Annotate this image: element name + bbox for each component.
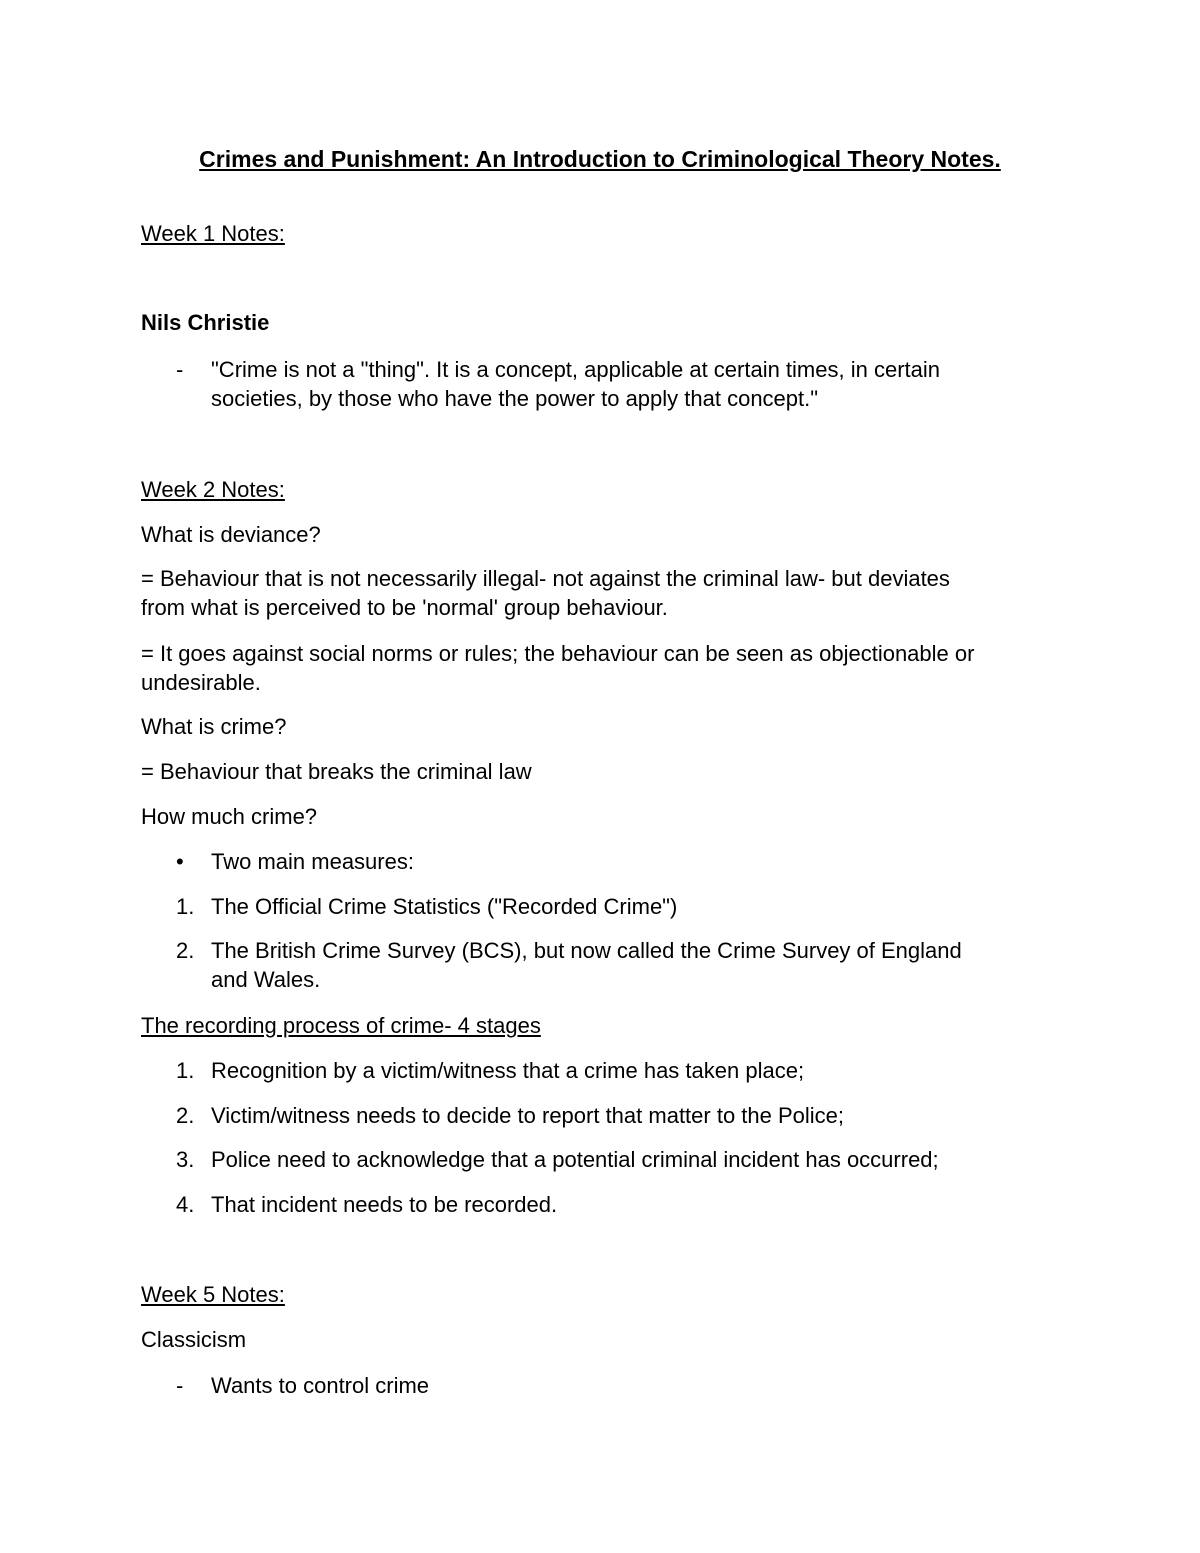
measure-number: 1. bbox=[176, 894, 195, 919]
christie-quote-line1: "Crime is not a "thing". It is a concept, applicable at certain times, in certain bbox=[211, 357, 940, 382]
how-much-crime-question: How much crime? bbox=[141, 804, 318, 829]
stage-number: 4. bbox=[176, 1192, 195, 1217]
measure-item-continued: and Wales. bbox=[211, 967, 321, 992]
deviance-question: What is deviance? bbox=[141, 522, 321, 547]
stage-item: Victim/witness needs to decide to report that matter to the Police; bbox=[211, 1103, 845, 1128]
measure-number: 2. bbox=[176, 938, 195, 963]
document-title: Crimes and Punishment: An Introduction to Criminological Theory Notes. bbox=[199, 146, 1001, 172]
deviance-answer2-line2: undesirable. bbox=[141, 670, 261, 695]
deviance-answer1-line2: from what is perceived to be 'normal' group behaviour. bbox=[141, 595, 668, 620]
stage-number: 3. bbox=[176, 1147, 195, 1172]
deviance-answer2-line1: = It goes against social norms or rules; the behaviour can be seen as objectionable or bbox=[141, 641, 975, 666]
stage-number: 1. bbox=[176, 1058, 195, 1083]
classicism-point: Wants to control crime bbox=[211, 1373, 430, 1398]
stage-item: Police need to acknowledge that a potential criminal incident has occurred; bbox=[211, 1147, 939, 1172]
classicism-heading: Classicism bbox=[141, 1327, 247, 1352]
measure-item: The British Crime Survey (BCS), but now called the Crime Survey of England bbox=[211, 938, 962, 963]
crime-answer: = Behaviour that breaks the criminal law bbox=[141, 759, 532, 784]
stage-item: Recognition by a victim/witness that a crime has taken place; bbox=[211, 1058, 805, 1083]
nils-christie-heading: Nils Christie bbox=[141, 310, 270, 335]
week2-heading: Week 2 Notes: bbox=[141, 477, 285, 502]
measure-item: The Official Crime Statistics ("Recorded Crime") bbox=[211, 894, 678, 919]
stage-item: That incident needs to be recorded. bbox=[211, 1192, 558, 1217]
recording-process-heading: The recording process of crime- 4 stages bbox=[141, 1013, 541, 1038]
christie-quote-line2: societies, by those who have the power to apply that concept." bbox=[211, 386, 819, 411]
week1-heading: Week 1 Notes: bbox=[141, 221, 285, 246]
dash-marker: - bbox=[176, 357, 184, 382]
crime-question: What is crime? bbox=[141, 714, 287, 739]
deviance-answer1-line1: = Behaviour that is not necessarily illegal- not against the criminal law- but deviates bbox=[141, 566, 950, 591]
measures-intro: Two main measures: bbox=[211, 849, 414, 874]
dash-marker: - bbox=[176, 1373, 184, 1398]
bullet-marker: • bbox=[176, 849, 184, 874]
stage-number: 2. bbox=[176, 1103, 195, 1128]
week5-heading: Week 5 Notes: bbox=[141, 1282, 285, 1307]
